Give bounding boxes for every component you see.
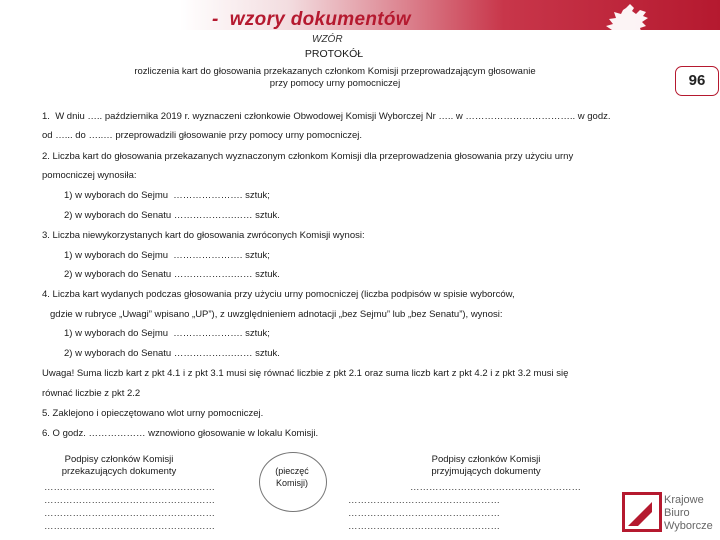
stamp-label-line: Komisji) [275, 478, 308, 488]
signature-right-heading-line: przyjmujących dokumenty [431, 466, 541, 477]
doc-subtitle-line: rozliczenia kart do głosowania przekazanych członkom Komisji przeprowadzającym głosowanie [134, 66, 536, 77]
doc-label-wzor: WZÓR [312, 34, 343, 45]
signature-line: ……………………………………………… [44, 521, 215, 532]
paragraph-4-item-2: 2) w wyborach do Senatu ……………….…… sztuk. [64, 348, 280, 359]
note-line-1: Uwaga! Suma liczb kart z pkt 4.1 i z pkt 3.1 musi się równać liczbie z pkt 2.1 oraz suma liczb kart z pkt 4.2 i z pkt 3.2 musi się [42, 368, 569, 379]
paragraph-2-item-1: 1) w wyborach do Sejmu …………………. sztuk; [64, 190, 270, 201]
signature-left-heading [44, 454, 194, 478]
stamp-label-line: (pieczęć [275, 466, 309, 476]
kbw-logo-icon [622, 492, 662, 532]
doc-subtitle [60, 66, 610, 90]
paragraph-3-item-2: 2) w wyborach do Senatu ……………….…… sztuk. [64, 269, 280, 280]
paragraph-5: 5. Zaklejono i opieczętowano wlot urny pomocniczej. [42, 408, 264, 419]
doc-title: PROTOKÓŁ [304, 48, 364, 60]
paragraph-2-line-2: pomocniczej wynosiła: [42, 170, 137, 181]
kbw-logo-text-line: Krajowe [664, 494, 704, 506]
paragraph-1-line-1: 1. W dniu ….. października 2019 r. wyznaczeni członkowie Obwodowej Komisji Wyborczej Nr ….. w …………………………….. w godz. [42, 111, 611, 122]
paragraph-2-line-1: 2. Liczba kart do głosowania przekazanych wyznaczonym członkom Komisji dla przeprowadzenia głosowania przy użyciu urny [42, 151, 574, 162]
paragraph-4-line-1: 4. Liczba kart wydanych podczas głosowania przy użyciu urny pomocniczej (liczba podpisów w spisie wyborców, [42, 289, 515, 300]
paragraph-4-item-1: 1) w wyborach do Sejmu …………………. sztuk; [64, 328, 270, 339]
signature-line: ………………………………………… [348, 495, 500, 506]
stamp-label [270, 465, 314, 489]
signature-line: ………………………………………… [348, 508, 500, 519]
signature-line: ……………………………………………… [410, 482, 581, 493]
signature-line: ……………………………………………… [44, 508, 215, 519]
signature-left-heading-line: Podpisy członków Komisji [64, 454, 174, 465]
doc-subtitle-line: przy pomocy urny pomocniczej [269, 78, 401, 89]
kbw-logo-text-line: Wyborcze [664, 520, 713, 532]
paragraph-6: 6. O godz. ……………… wznowiono głosowanie w lokalu Komisji. [42, 428, 319, 439]
paragraph-2-item-2: 2) w wyborach do Senatu ……………….…… sztuk. [64, 210, 280, 221]
page-number-badge: 96 [675, 66, 719, 96]
paragraph-1-line-2: od …... do …..… przeprowadzili głosowanie przy pomocy urny pomocniczej. [42, 130, 362, 141]
note-line-2: równać liczbie z pkt 2.2 [42, 388, 141, 399]
signature-right-heading-line: Podpisy członków Komisji [431, 454, 541, 465]
signature-right-heading [406, 454, 566, 478]
signature-line: ……………………………………………… [44, 482, 215, 493]
kbw-logo-text-line: Biuro [664, 507, 690, 519]
signature-left-heading-line: przekazujących dokumenty [61, 466, 177, 477]
header-title: - wzory dokumentów [212, 9, 411, 30]
signature-line: ………………………………………… [348, 521, 500, 532]
eagle-emblem-icon [596, 2, 660, 58]
kbw-logo-text [664, 494, 713, 533]
paragraph-4-line-2: gdzie w rubryce „Uwagi” wpisano „UP”), z uwzględnieniem adnotacji „bez Sejmu” lub „bez Senatu”), wynosi: [50, 309, 503, 320]
signature-line: ……………………………………………… [44, 495, 215, 506]
paragraph-3-item-1: 1) w wyborach do Sejmu …………………. sztuk; [64, 250, 270, 261]
paragraph-3-line-1: 3. Liczba niewykorzystanych kart do głosowania zwróconych Komisji wynosi: [42, 230, 365, 241]
